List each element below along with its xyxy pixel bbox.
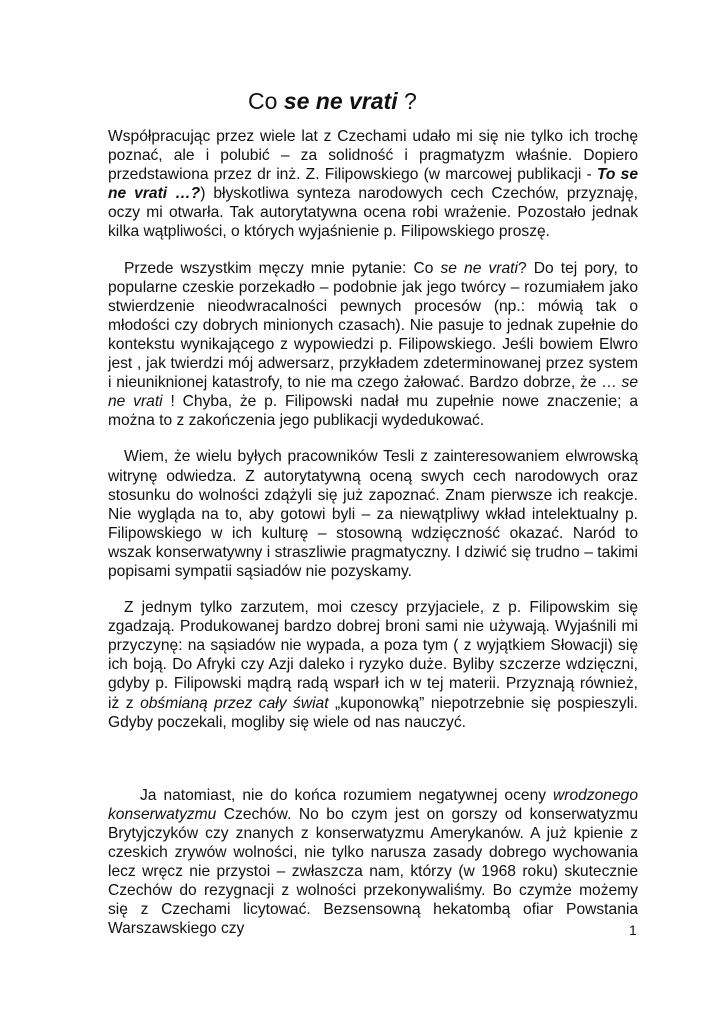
paragraph-4-text-a: Z jednym tylko zarzutem, moi czescy przyjaciele, z p. Filipowskim się zgadzają. Produkowanej bardzo dobrej broni sami nie używają. Wyjaśnili mi przyczynę: na sąsiadów nie wypada, a poza tym ( z wyjątkiem Słowacji) się ich boją. Do Afryki czy Azji daleko i ryzyko duże. Byliby szczerze wdzięczni, gdyby p. Filipowski mądrą radą wsparł ich w tej materii. Przyznają również, iż z <box>108 599 638 712</box>
paragraph-4-emphasis: obśmianą przez cały świat <box>140 694 329 712</box>
document-body <box>108 127 638 938</box>
paragraph-5-text-c: Czechów. No bo czym jest on gorszy od konserwatyzmu Brytyjczyków czy znanych z konserwatyzmu Amerykanów. A już kpienie z czeskich zrywów wolności, nie tylko narusza zasady dobrego wychowania lecz wręcz nie przystoi – zwłaszcza nam, którzy (w 1968 roku) skutecznie Czechów do rezygnacji z wolności przekonywaliśmy. Bo czymże możemy się z Czechami licytować. Bezsensowną hekatombą ofiar Powstania Warszawskiego czy <box>108 805 638 938</box>
title-suffix: ? <box>397 88 417 114</box>
paragraph-4 <box>108 598 638 732</box>
paragraph-5-text-a: Ja natomiast, nie do końca rozumiem negatywnej oceny <box>140 786 554 804</box>
paragraph-3: Wiem, że wielu byłych pracowników Tesli z zainteresowaniem elwrowską witrynę odwiedza. Z autorytatywną oceną swych cech narodowych oraz stosunku do wolności zdążyli się już zapoznać. Znam pierwsze ich reakcje. Nie wygląda na to, aby gotowi byli – za niewątpliwy wkład intelektualny p. Filipowskiego w ich kulturę – stosowną wdzięczność okazać. Naród to wszak konserwatywny i straszliwie pragmatyczny. I dziwić się trudno – takimi popisami sympatii sąsiadów nie pozyskamy. <box>108 448 638 580</box>
paragraph-5 <box>108 786 638 939</box>
paragraph-2-text-c: ? Do tej pory, to popularne czeskie porzekadło – podobnie jak jego twórcy – rozumiałem jako stwierdzenie nieodwracalności pewnych procesów (np.: mówią tak o młodości czy dobrych minionych czasach). Nie pasuje to jednak zupełnie do kontekstu wynikającego z wypowiedzi p. Filipowskiego. Jeśli bowiem Elwro jest , jak twierdzi mój adwersarz, przykładem zdeterminowanej przez system i nieuniknionej katastrofy, to nie ma czego żałować. Bardzo dobrze, że … <box>108 259 638 392</box>
title-phrase: se ne vrati <box>283 88 398 114</box>
paragraph-2-phrase-2: se ne vrati <box>108 374 638 411</box>
title-prefix: Co <box>248 88 284 114</box>
paragraph-1 <box>108 127 638 242</box>
page-number: 1 <box>629 922 637 938</box>
paragraph-5-emphasis: wrodzonego konserwatyzmu <box>108 786 638 823</box>
paragraph-1-text-c: ) błyskotliwa synteza narodowych cech Czechów, przyznaję, oczy mi otwarła. Tak autorytatywna ocena robi wrażenie. Pozostało jednak kilka wątpliwości, o których wyjaśnienie p. Filipowskiego proszę. <box>108 185 638 241</box>
paragraph-4-text-c: „kuponowką” niepotrzebnie się pospieszyli. Gdyby poczekali, mogliby się wiele od nas nauczyć. <box>108 694 638 731</box>
paragraph-1-text-a: Współpracując przez wiele lat z Czechami udało mi się nie tylko ich trochę poznać, ale i polubić – za solidność i pragmatyzm właśnie. Dopiero przedstawiona przez dr inż. Z. Filipowskiego (w marcowej publikacji - <box>108 128 638 184</box>
paragraph-1-publication-title: To se ne vrati …? <box>108 166 639 203</box>
document-title <box>248 86 417 116</box>
paragraph-2-phrase-1: se ne vrati <box>440 259 518 277</box>
paragraph-2 <box>108 259 638 431</box>
paragraph-2-text-a: Przede wszystkim męczy mnie pytanie: Co <box>124 259 441 277</box>
paragraph-2-text-e: ! Chyba, że p. Filipowski nadał mu zupełnie nowe znaczenie; a można to z zakończenia jego publikacji wydedukować. <box>108 393 638 430</box>
